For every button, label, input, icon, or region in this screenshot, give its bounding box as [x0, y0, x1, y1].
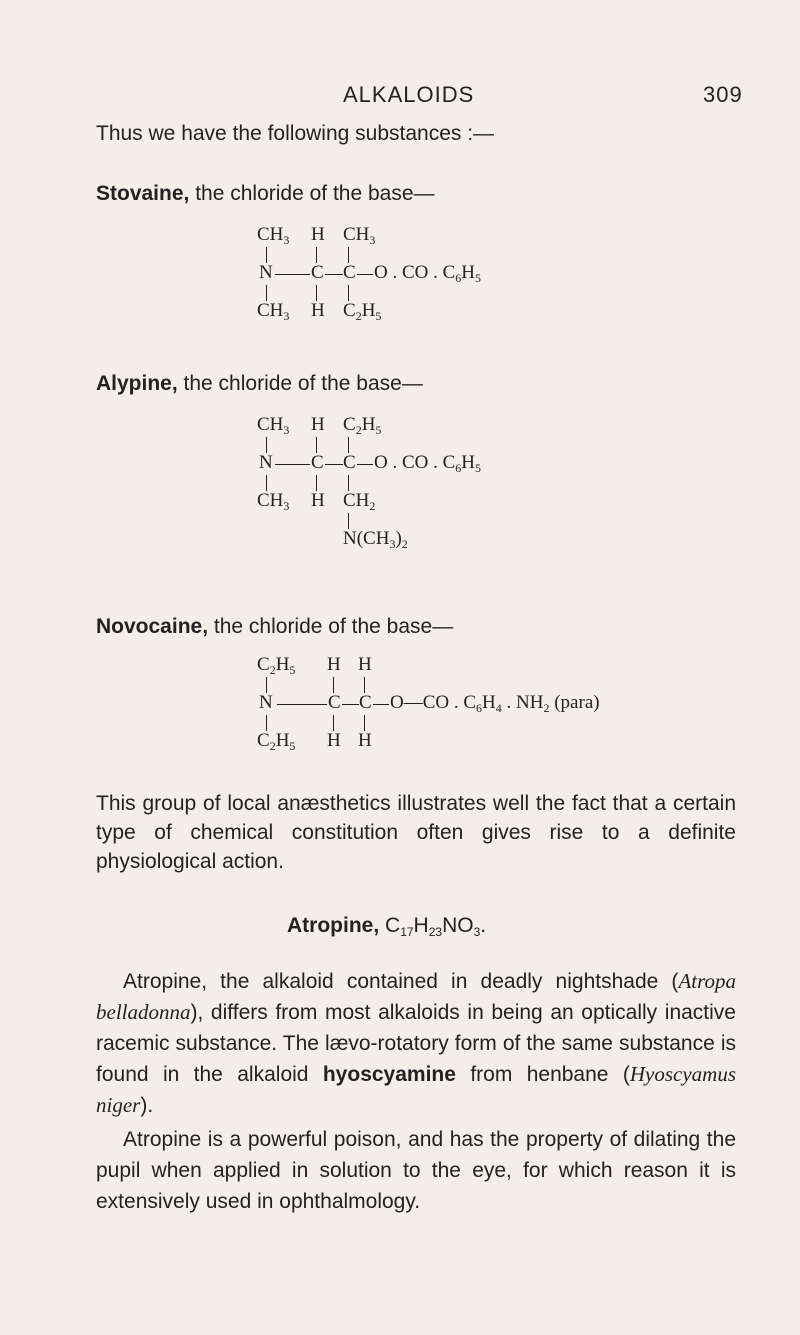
- stovaine-top-right: $CH_3$: [343, 224, 376, 247]
- alypine-bot-right: $CH_2$: [343, 490, 376, 513]
- stovaine-label: [96, 178, 435, 209]
- novocaine-top-mid: H: [327, 654, 341, 675]
- novocaine-c2: C: [359, 692, 372, 713]
- alypine-bot-mid: H: [311, 490, 325, 511]
- paragraph-atropine: Atropine, the alkaloid contained in deadly nightshade (Atropa belladonna), differs from most alkaloids in being an optically inactive racemic substance. The lævo-rotatory form of the same substance is found in the alkaloid hyoscyamine from henbane (Hyoscyamus niger).: [96, 969, 736, 1117]
- bond: [266, 285, 267, 301]
- bond: [325, 464, 343, 465]
- page-number: 309: [703, 82, 743, 107]
- novocaine-bot-left: $C_2H_5$: [257, 730, 296, 753]
- stovaine-desc: the chloride of the base—: [195, 182, 435, 205]
- bond: [266, 677, 267, 693]
- bond: [266, 437, 267, 453]
- bond: [316, 247, 317, 263]
- bond: [277, 704, 327, 705]
- species-atropa: Atropa belladonna: [96, 969, 736, 1024]
- bond: [364, 715, 365, 731]
- bond: [357, 464, 373, 465]
- stovaine-n: N: [259, 262, 273, 283]
- alypine-desc: the chloride of the base—: [183, 372, 423, 395]
- species-hyoscyamus: Hyoscyamus niger: [96, 1062, 736, 1117]
- alypine-top-right: $C_2H_5$: [343, 414, 382, 437]
- novocaine-formula: [257, 655, 697, 755]
- bond: [348, 247, 349, 263]
- alypine-formula: [257, 415, 577, 565]
- atropine-heading: Atropine, $C_{17}H_{23}NO_3$.: [287, 914, 487, 939]
- stovaine-name: Stovaine,: [96, 182, 190, 205]
- stovaine-c1: C: [311, 262, 324, 283]
- alypine-c1: C: [311, 452, 324, 473]
- bond: [364, 677, 365, 693]
- paragraph-poison: Atropine is a powerful poison, and has the property of dilating the pupil when applied in solution to the eye, for which reason it is extensively used in ophthalmology.: [96, 1128, 736, 1213]
- bond: [266, 247, 267, 263]
- bond: [373, 704, 389, 705]
- alypine-name: Alypine,: [96, 372, 178, 395]
- running-header: ALKALOIDS: [343, 82, 475, 107]
- bond: [266, 475, 267, 491]
- novocaine-ester: O—CO . $C_6H_4$ . $NH_2$ (para): [390, 692, 600, 715]
- bond: [348, 475, 349, 491]
- bond: [357, 274, 373, 275]
- bond: [275, 464, 310, 465]
- novocaine-c1: C: [328, 692, 341, 713]
- atropine-name: Atropine,: [287, 914, 380, 937]
- stovaine-ester: O . CO . $C_6H_5$: [374, 262, 482, 285]
- novocaine-bot-mid: H: [327, 730, 341, 751]
- stovaine-top-mid: H: [311, 224, 325, 245]
- bond: [342, 704, 359, 705]
- alypine-label: [96, 368, 423, 399]
- hyoscyamine-term: hyoscyamine: [322, 1063, 456, 1086]
- paragraph-anaesthetics: This group of local anæsthetics illustrates well the fact that a certain type of chemical constitution often gives rise to a definite physiological action.: [96, 792, 736, 873]
- bond: [348, 513, 349, 529]
- stovaine-top-left: $CH_3$: [257, 224, 290, 247]
- bond: [325, 274, 343, 275]
- alypine-top-mid: H: [311, 414, 325, 435]
- stovaine-bot-mid: H: [311, 300, 325, 321]
- bond: [316, 475, 317, 491]
- stovaine-formula: [257, 225, 577, 325]
- alypine-ester: O . CO . $C_6H_5$: [374, 452, 482, 475]
- bond: [333, 677, 334, 693]
- stovaine-bot-left: $CH_3$: [257, 300, 290, 323]
- novocaine-top-right: H: [358, 654, 372, 675]
- novocaine-top-left: $C_2H_5$: [257, 654, 296, 677]
- stovaine-bot-right: $C_2H_5$: [343, 300, 382, 323]
- novocaine-label: [96, 611, 453, 642]
- alypine-dimethylamino: $N(CH_3)_2$: [343, 528, 408, 551]
- alypine-c2: C: [343, 452, 356, 473]
- bond: [348, 437, 349, 453]
- bond: [348, 285, 349, 301]
- bond: [316, 285, 317, 301]
- bond: [316, 437, 317, 453]
- alypine-top-left: $CH_3$: [257, 414, 290, 437]
- novocaine-name: Novocaine,: [96, 615, 209, 638]
- novocaine-desc: the chloride of the base—: [213, 615, 454, 638]
- novocaine-n: N: [259, 692, 273, 713]
- bond: [266, 715, 267, 731]
- novocaine-bot-right: H: [358, 730, 372, 751]
- intro-text: Thus we have the following substances :—: [96, 122, 495, 145]
- stovaine-c2: C: [343, 262, 356, 283]
- bond: [275, 274, 310, 275]
- alypine-bot-left: $CH_3$: [257, 490, 290, 513]
- alypine-n: N: [259, 452, 273, 473]
- bond: [333, 715, 334, 731]
